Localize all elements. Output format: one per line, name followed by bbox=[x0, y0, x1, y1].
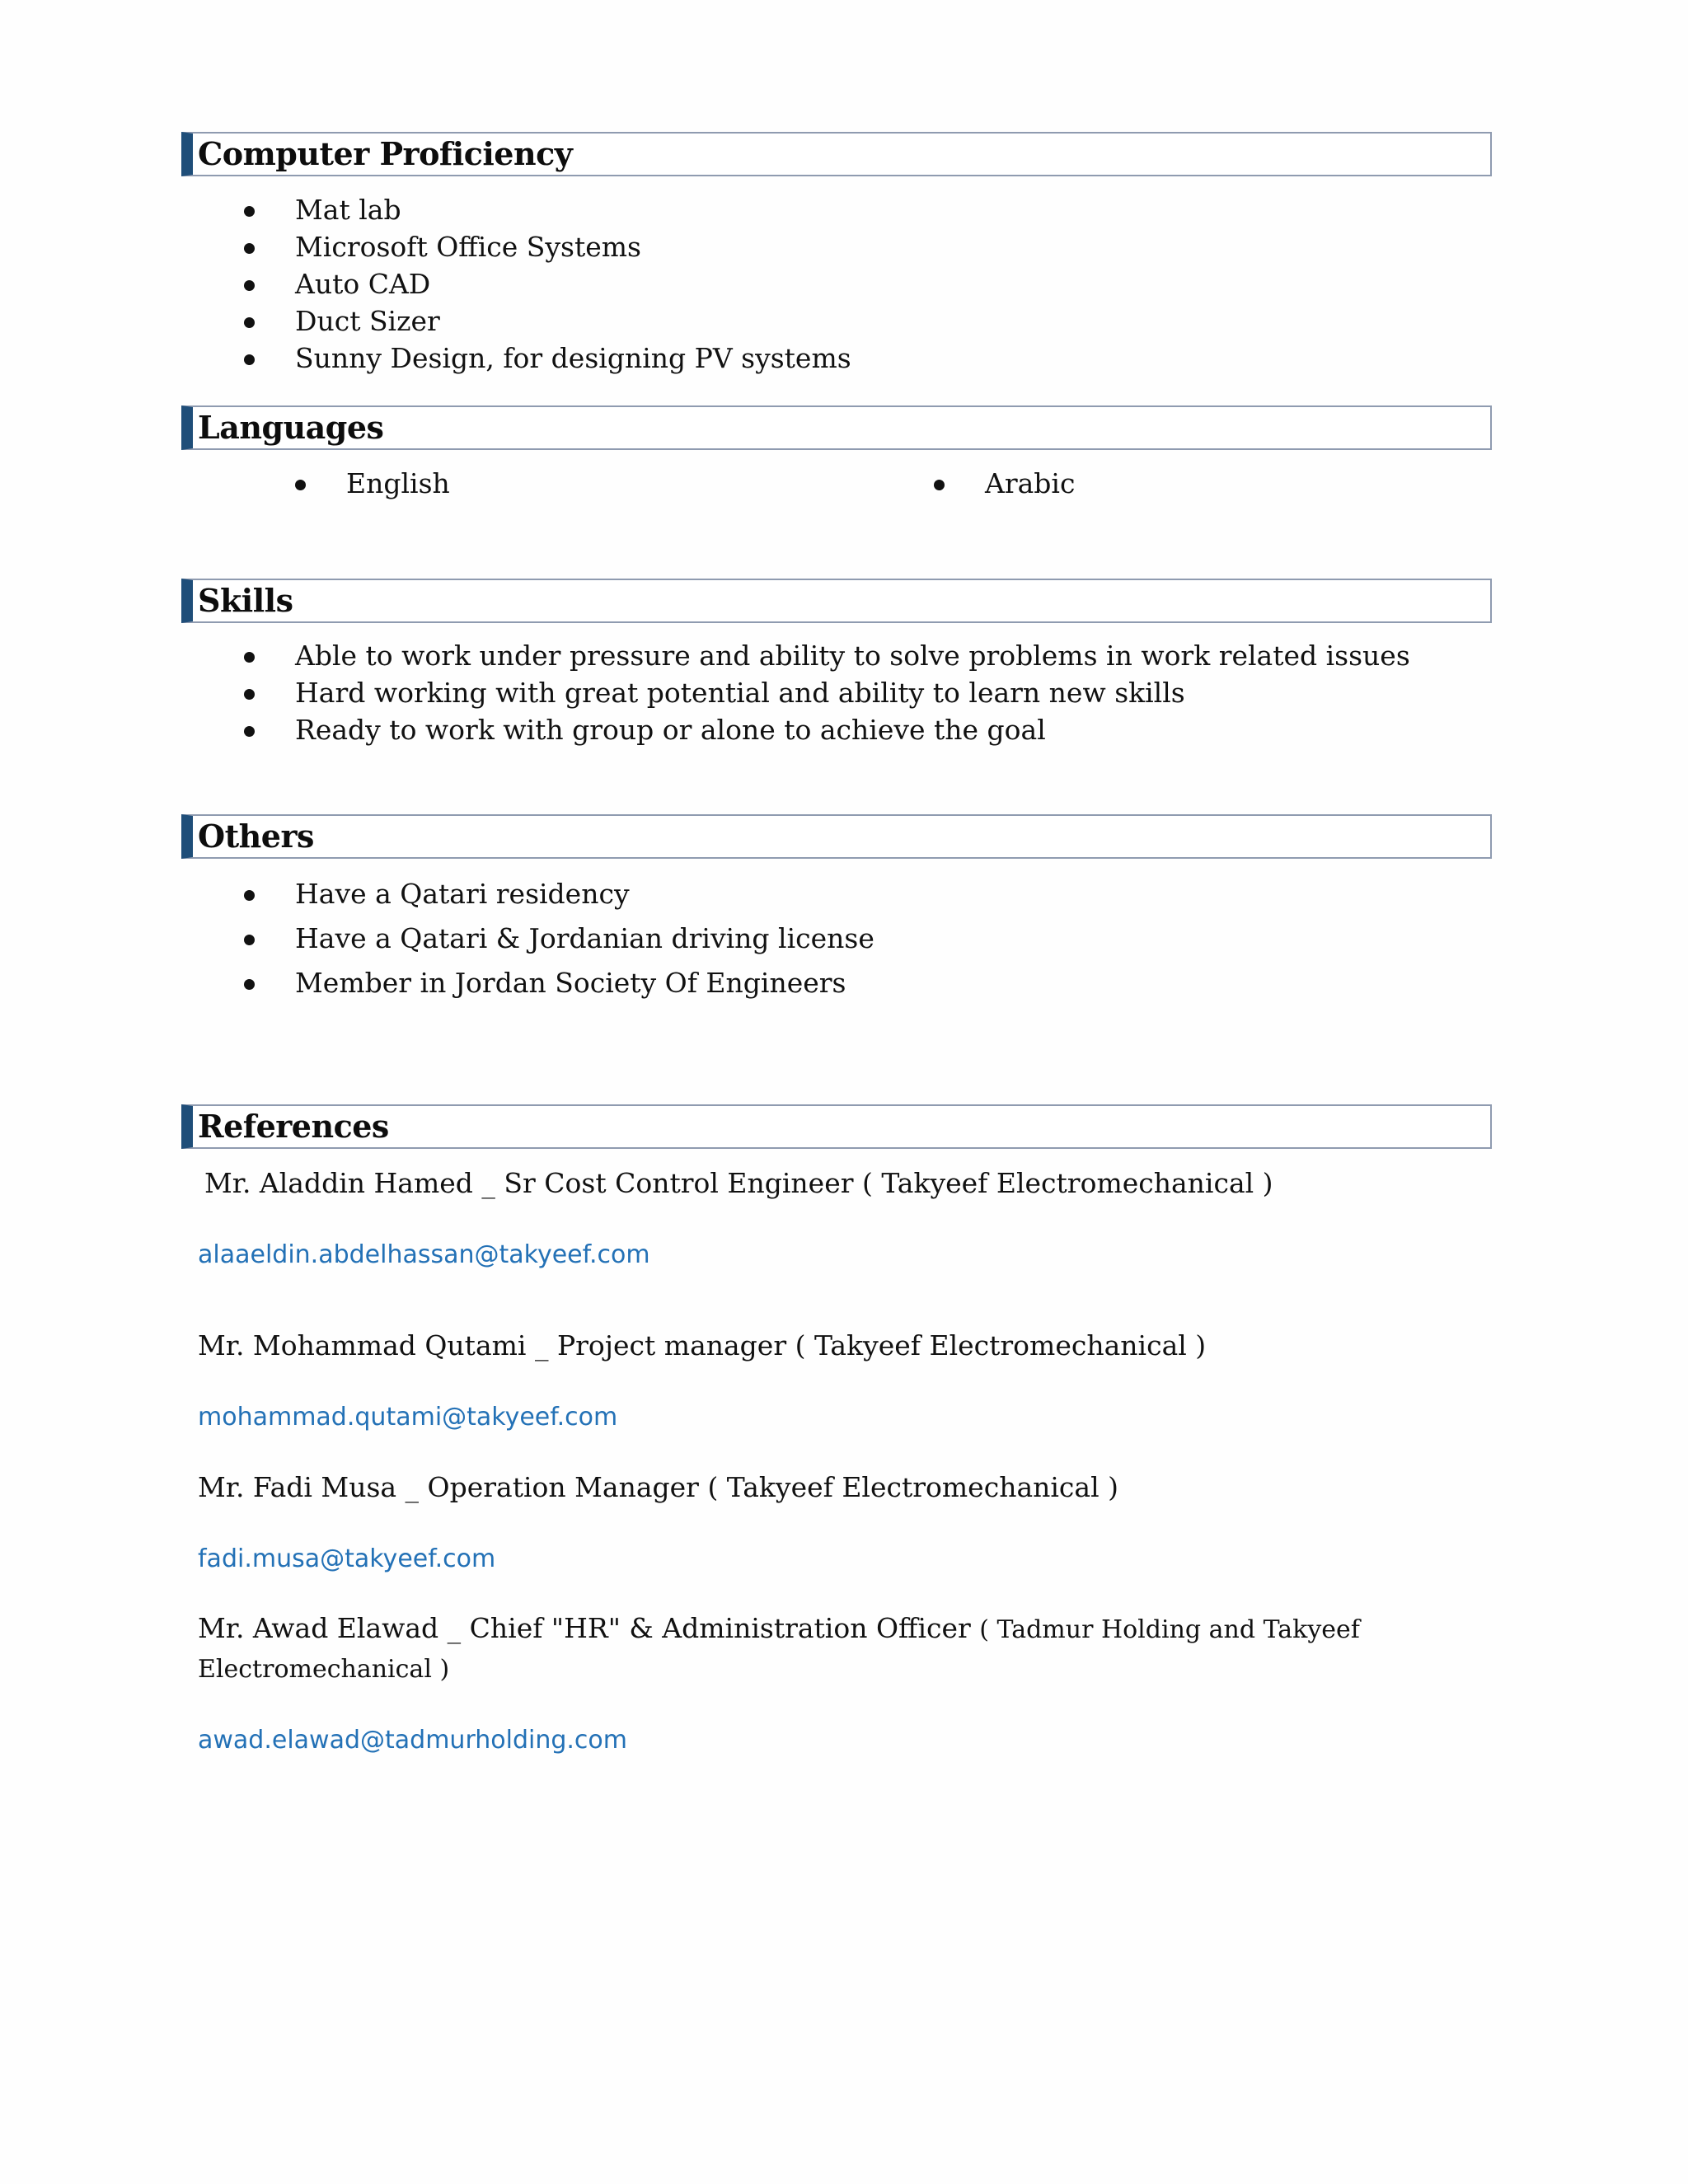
reference-email-link[interactable]: mohammad.qutami@takyeef.com bbox=[198, 1403, 618, 1432]
section-title: Skills bbox=[198, 582, 293, 619]
reference-email-link[interactable]: awad.elawad@tadmurholding.com bbox=[198, 1726, 628, 1755]
reference-line: Mr. Fadi Musa _ Operation Manager ( Takyeef Electromechanical ) bbox=[198, 1471, 1119, 1503]
section-header-languages bbox=[181, 405, 1492, 450]
section-header-references bbox=[181, 1104, 1492, 1149]
reference-name-title: Mr. Awad Elawad _ Chief "HR" & Administration Officer bbox=[198, 1612, 980, 1644]
list-item: Able to work under pressure and ability to solve problems in work related issues bbox=[295, 637, 1410, 674]
reference-line bbox=[198, 1610, 1360, 1649]
reference-email-link[interactable]: fadi.musa@takyeef.com bbox=[198, 1544, 496, 1573]
section-title: Others bbox=[198, 818, 314, 855]
list-item: Duct Sizer bbox=[295, 302, 851, 340]
section-title: Computer Proficiency bbox=[198, 135, 573, 172]
section-title: Languages bbox=[198, 409, 384, 446]
section-header-computer-proficiency bbox=[181, 132, 1492, 176]
reference-organization: ( Tadmur Holding and Takyeef bbox=[979, 1615, 1360, 1644]
reference-line: Mr. Aladdin Hamed _ Sr Cost Control Engineer ( Takyeef Electromechanical ) bbox=[204, 1167, 1273, 1199]
language-item-arabic: Arabic bbox=[985, 465, 1075, 502]
reference-email-link[interactable]: alaaeldin.abdelhassan@takyeef.com bbox=[198, 1240, 650, 1269]
reference-organization-continued: Electromechanical ) bbox=[198, 1655, 450, 1684]
list-item: Mat lab bbox=[295, 191, 851, 228]
list-item: Ready to work with group or alone to achieve the goal bbox=[295, 711, 1410, 748]
list-item: Hard working with great potential and ability to learn new skills bbox=[295, 674, 1410, 711]
list-item: Member in Jordan Society Of Engineers bbox=[295, 961, 874, 1005]
list-item: Have a Qatari & Jordanian driving license bbox=[295, 916, 874, 961]
section-title: References bbox=[198, 1108, 389, 1145]
section-header-skills bbox=[181, 579, 1492, 623]
reference-line: Mr. Mohammad Qutami _ Project manager ( Takyeef Electromechanical ) bbox=[198, 1329, 1207, 1361]
skills-list bbox=[295, 637, 1410, 748]
others-list bbox=[295, 872, 874, 1005]
list-item: Auto CAD bbox=[295, 265, 851, 302]
section-header-others bbox=[181, 814, 1492, 859]
list-item: Microsoft Office Systems bbox=[295, 228, 851, 265]
list-item: Sunny Design, for designing PV systems bbox=[295, 340, 851, 377]
list-item: Have a Qatari residency bbox=[295, 872, 874, 916]
computer-proficiency-list bbox=[295, 191, 851, 377]
language-item-english: English bbox=[346, 465, 450, 502]
